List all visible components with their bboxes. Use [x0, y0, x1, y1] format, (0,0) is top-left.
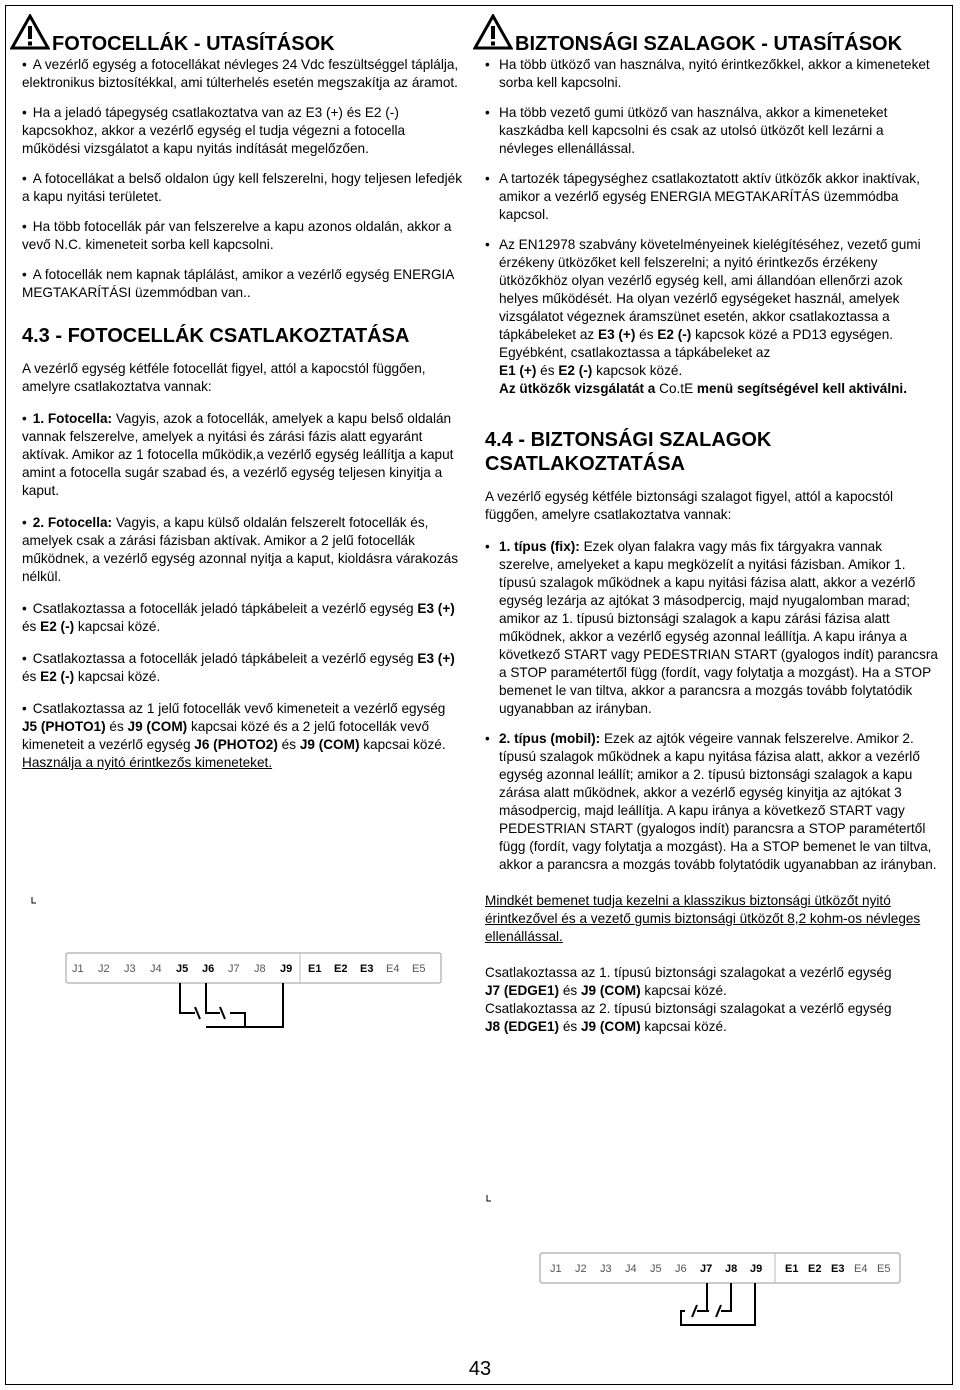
terminal-label: E3 — [831, 1263, 845, 1275]
terminal-label: J8 — [254, 963, 266, 975]
terminal-label: E5 — [877, 1263, 891, 1275]
right-column — [485, 0, 940, 1050]
terminal-label: J4 — [625, 1263, 637, 1275]
terminal-label: E5 — [412, 963, 426, 975]
list-item: • Ha a jeladó tápegység csatlakoztatva van az E3 (+) és E2 (-) kapcsokhoz, akkor a vezérlő egység el tudja végezni a fotocella működési vizsgálatot a kapu nyitás indítását megelőzően. — [22, 105, 406, 156]
terminal-label: J7 — [700, 1263, 713, 1275]
section-title-4-3: 4.3 - FOTOCELLÁK CSATLAKOZTATÁSA — [22, 325, 410, 347]
terminal-label: E4 — [854, 1263, 868, 1275]
terminal-label: J2 — [98, 963, 110, 975]
terminal-label: J3 — [600, 1263, 612, 1275]
right-underline-note: Mindkét bemenet tudja kezelni a klasszikus biztonsági ütközőt nyitó érintkezővel és a vezető gumis biztonsági ütközőt 8,2 kohm-os névleges ellenállással. — [485, 893, 921, 944]
list-item: • Ha több vezető gumi ütköző van használva, akkor a kimeneteket kaszkádba kell kapcsolni és csak az utolsó ütközőt kell lezárni a névleges ellenállással. — [485, 104, 940, 158]
terminal-label: J7 — [228, 963, 240, 975]
list-item: • Csatlakoztassa az 1 jelű fotocellák vevő kimeneteit a vezérlő egység J5 (PHOTO1) és J9 (COM) kapcsai közé és a 2 jelű fotocellák vevő kimeneteit a vezérlő egység J6 (PHOTO2) és J9 (COM) kapcsai közé. Használja a nyitó érintkezős kimeneteket. — [22, 701, 446, 770]
warning-icon — [10, 14, 50, 50]
right-title: BIZTONSÁGI SZALAGOK - UTASÍTÁSOK — [515, 33, 903, 55]
list-item: • Csatlakoztassa a fotocellák jeladó tápkábeleit a vezérlő egység E3 (+) és E2 (-) kapcsai közé. — [22, 601, 455, 634]
terminal-label: J9 — [280, 963, 293, 975]
list-item: • Az EN12978 szabvány követelményeinek kielégítéséhez, vezető gumi érzékeny ütközőket kell felszerelni; a nyitó érintkezős érzékeny ütközőkhöz olyan vezérlő egység kell, ami állandóan ellenőrzi azok helyes működését. Ha olyan vezérlő egységeket használ, amelyek vizsgálatot végeznek áramszünet esetén, akkor csatlakoztassa a tápkábeleket az E3 (+) és E2 (-) kapcsok közé a PD13 egységen. Egyébként, csatlakoztassa a tápkábeleket az E1 (+) és E2 (-) kapcsok közé. Az ütközők vizsgálatát a Co.tE menü segítségével kell aktiválni. — [485, 236, 940, 398]
list-item: • A vezérlő egység a fotocellákat névleges 24 Vdc feszültséggel táplálja, elektronikus biztosítékkal, ami túlterhelés esetén megszakítja az áramot. — [22, 57, 459, 90]
left-items — [22, 410, 462, 772]
terminal-label: J2 — [575, 1263, 587, 1275]
left-heading — [22, 0, 462, 54]
page-number: 43 — [468, 1358, 492, 1380]
section-title-4-4: 4.4 - BIZTONSÁGI SZALAGOK CSATLAKOZTATÁSA — [485, 429, 772, 475]
terminal-label: J6 — [202, 963, 215, 975]
list-item: • A fotocellák nem kapnak táplálást, amikor a vezérlő egység ENERGIA MEGTAKARÍTÁSI üzemmódban van.. — [22, 267, 454, 300]
list-item: • 1. Fotocella: Vagyis, azok a fotocellák, amelyek a kapu belső oldalán vannak felszerelve, amelyek a nyitási és zárási fázis alatt egyaránt aktívak. Amikor az 1 fotocella működik,a vezérlő egység leállítja a kaput amint a fotocella sugár szabad és, a vezérlő egység teljesen kinyitja a kaput. — [22, 411, 454, 498]
left-intro: A vezérlő egység kétféle fotocellát figyel, attól a kapocstól függően, amelyre csatlakoztatva vannak: — [22, 361, 426, 394]
list-item: • 1. típus (fix): Ezek olyan falakra vagy más fix tárgyakra vannak szerelve, amelyeket a kapu megközelít a nyitási fázisban. Amikor 1. típusú szalagok működnek a kapu nyitási fázisa alatt, akkor a vezérlő egység lezárja az ajtókat 3 másodpercig, majd nyugalomban marad; amikor az 1. típusú biztonsági szalagok a kapu zárási fázisa alatt működnek, akkor a vezérlő egység azonnal leállítja. A kapu iránya a következő START vagy PEDESTRIAN START (gyalogos indít) parancsra a STOP paramétertől függ (fordít, vagy folytatja a mozgást). Ha a STOP bemenet le van tiltva, akkor a parancsra a mozgás tovább folytatódik ugyanabban az irányban. — [485, 538, 940, 718]
right-heading — [485, 0, 940, 54]
terminal-label: J9 — [750, 1263, 763, 1275]
list-item: • Csatlakoztassa a fotocellák jeladó tápkábeleit a vezérlő egység E3 (+) és E2 (-) kapcsai közé. — [22, 651, 455, 684]
terminal-label: J4 — [150, 963, 162, 975]
left-column — [22, 0, 462, 786]
list-item: • A tartozék tápegységhez csatlakoztatott aktív ütközők akkor inaktívak, amikor a vezérlő egység ENERGIA MEGTAKARÍTÁS üzemmódba kapcsol. — [485, 170, 940, 224]
list-item: • Ha több fotocellák pár van felszerelve a kapu azonos oldalán, akkor a vevő N.C. kimeneteit sorba kell kapcsolni. — [22, 219, 452, 252]
terminal-label: J1 — [550, 1263, 562, 1275]
terminal-label: E3 — [360, 963, 374, 975]
terminal-label: J8 — [725, 1263, 738, 1275]
terminal-label: J1 — [72, 963, 84, 975]
right-connect: Csatlakoztassa az 1. típusú biztonsági szalagokat a vezérlő egység J7 (EDGE1) és J9 (COM) kapcsai közé. Csatlakoztassa az 2. típusú biztonsági szalagokat a vezérlő egység J8 (EDGE1) és J9 (COM) kapcsai közé. — [485, 965, 892, 1034]
list-item: • 2. típus (mobil): Ezek az ajtók végeire vannak felszerelve. Amikor 2. típusú szalagok működnek a kapu nyitása fázisa alatt, akkor a vezérlő egység azonnal leállít; amikor a 2. típusú biztonsági szalagok a kapu zárása alatt működnek, akkor a vezérlő egység kinyitja az ajtókat 3 másodpercig, majd leállítja. A kapu iránya a következő START vagy PEDESTRIAN START (gyalogos indít) parancsra a STOP paramétertől függ (fordít, vagy folytatja a mozgást). Ha a STOP bemenet le van tiltva, akkor a parancsra a mozgás tovább folytatódik ugyanabban az irányban. — [485, 730, 940, 874]
terminal-label: J6 — [675, 1263, 687, 1275]
terminal-label: E1 — [785, 1263, 799, 1275]
right-intro: A vezérlő egység kétféle biztonsági szalagot figyel, attól a kapocstól függően, amelyre csatlakoztatva vannak: — [485, 489, 894, 522]
left-title: FOTOCELLÁK - UTASÍTÁSOK — [52, 33, 335, 55]
right-bullet-list — [485, 56, 940, 398]
terminal-label: E4 — [386, 963, 400, 975]
terminal-label: J5 — [176, 963, 189, 975]
terminal-label: E2 — [334, 963, 348, 975]
terminal-label: J3 — [124, 963, 136, 975]
terminal-label: E1 — [308, 963, 322, 975]
list-item: • A fotocellákat a belső oldalon úgy kell felszerelni, hogy teljesen lefedjék a kapu nyitási területet. — [22, 171, 462, 204]
list-item: • Ha több ütköző van használva, nyitó érintkezőkkel, akkor a kimeneteket sorba kell kapcsolni. — [485, 56, 940, 92]
list-item: • 2. Fotocella: Vagyis, a kapu külső oldalán felszerelt fotocellák és, amelyek csak a zárási fázisban aktívak. Amikor a 2 jelű fotocellák működnek, a vezérlő egység azonnal nyitja a kaput, kioldásra várakozás nélkül. — [22, 515, 459, 584]
right-terminal-diagram — [485, 1193, 915, 1333]
terminal-label: E2 — [808, 1263, 822, 1275]
left-bullet-list — [22, 56, 462, 302]
right-items — [485, 538, 940, 874]
left-terminal-diagram — [30, 895, 450, 1040]
warning-icon — [473, 14, 513, 50]
terminal-label: J5 — [650, 1263, 662, 1275]
